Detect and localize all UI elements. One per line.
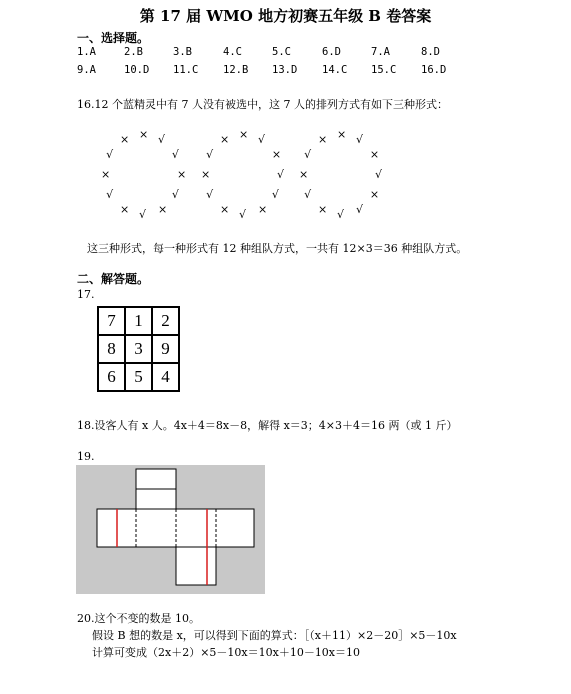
- cross-mark-icon: ×: [220, 133, 230, 147]
- check-mark-icon: √: [337, 208, 345, 221]
- check-mark-icon: √: [171, 148, 179, 161]
- grid-cell: 9: [152, 335, 179, 363]
- check-mark-icon: √: [239, 208, 247, 221]
- q16-conclusion: 这三种形式，每一种形式有 12 种组队方式，一共有 12×3＝36 种组队方式。: [87, 242, 468, 255]
- choice-answer: 16.D: [421, 64, 447, 76]
- cross-mark-icon: ×: [318, 202, 328, 216]
- check-mark-icon: √: [139, 208, 147, 221]
- grid-cell: 6: [98, 363, 125, 391]
- check-mark-icon: √: [106, 148, 114, 161]
- choice-answer: 8.D: [421, 46, 440, 58]
- cross-mark-icon: ×: [271, 148, 282, 161]
- page-title: 第 17 届 WMO 地方初赛五年级 B 卷答案: [139, 7, 432, 25]
- check-mark-icon: √: [304, 148, 312, 161]
- cross-mark-icon: ×: [337, 128, 347, 141]
- check-mark-icon: √: [277, 168, 285, 181]
- choice-answer: 14.C: [322, 64, 348, 76]
- cross-mark-icon: ×: [120, 133, 130, 147]
- magic-square-grid: [97, 306, 180, 392]
- q19-label: 19.: [77, 450, 95, 463]
- choice-answer: 3.B: [173, 46, 192, 58]
- cross-mark-icon: ×: [369, 148, 380, 161]
- cross-mark-icon: ×: [220, 202, 230, 216]
- grid-cell: 8: [98, 335, 125, 363]
- net-bottom-face: [176, 547, 216, 585]
- choice-answer: 6.D: [322, 46, 341, 58]
- check-mark-icon: √: [158, 133, 166, 147]
- grid-cell: 1: [125, 307, 152, 335]
- choice-answer: 12.B: [223, 64, 249, 76]
- cross-mark-icon: ×: [158, 202, 168, 216]
- choice-answer: 10.D: [124, 64, 150, 76]
- cross-mark-icon: ×: [258, 202, 268, 216]
- q20-line1: 20.这个不变的数是 10。: [77, 612, 200, 625]
- check-mark-icon: √: [206, 148, 214, 161]
- grid-cell: 3: [125, 335, 152, 363]
- box-net-figure: [76, 465, 265, 594]
- check-mark-icon: √: [206, 188, 214, 201]
- cross-mark-icon: ×: [201, 168, 211, 181]
- cross-mark-icon: ×: [120, 202, 130, 216]
- cross-mark-icon: ×: [139, 128, 149, 141]
- cross-mark-icon: ×: [299, 168, 309, 181]
- grid-cell: 2: [152, 307, 179, 335]
- net-top-flap: [136, 469, 176, 489]
- q20-line3: 计算可变成（2x＋2）×5－10x＝10x＋10－10x＝10: [92, 646, 361, 659]
- check-mark-icon: √: [356, 202, 364, 216]
- cross-mark-icon: ×: [239, 128, 249, 141]
- q17-label: 17.: [77, 288, 95, 301]
- q20-line2: 假设 B 想的数是 x，可以得到下面的算式：［（x＋11）×2－20］×5－10x: [92, 629, 457, 642]
- check-mark-icon: √: [356, 133, 364, 147]
- choice-answer: 2.B: [124, 46, 143, 58]
- cross-mark-icon: ×: [318, 133, 328, 147]
- net-top-face: [136, 489, 176, 509]
- check-mark-icon: √: [304, 188, 312, 201]
- section-solve-heading: 二、解答题。: [77, 272, 150, 286]
- check-mark-icon: √: [271, 188, 279, 201]
- grid-cell: 5: [125, 363, 152, 391]
- grid-cell: 4: [152, 363, 179, 391]
- choice-answer: 4.C: [223, 46, 242, 58]
- check-mark-icon: √: [375, 168, 383, 181]
- cross-mark-icon: ×: [101, 168, 111, 181]
- check-mark-icon: √: [258, 133, 266, 147]
- choice-answer: 9.A: [77, 64, 96, 76]
- choice-answer: 11.C: [173, 64, 199, 76]
- check-mark-icon: √: [106, 188, 114, 201]
- q16-text: 16.12 个蓝精灵中有 7 人没有被选中，这 7 人的排列方式有如下三种形式：: [77, 98, 448, 111]
- q18-text: 18.设客人有 x 人。4x＋4＝8x－8，解得 x＝3；4×3＋4＝16 两（或 1 斤）: [77, 419, 458, 432]
- choice-answer: 7.A: [371, 46, 390, 58]
- cross-mark-icon: ×: [177, 168, 187, 181]
- check-mark-icon: √: [171, 188, 179, 201]
- choice-answer: 5.C: [272, 46, 291, 58]
- choice-answer: 13.D: [272, 64, 298, 76]
- cross-mark-icon: ×: [369, 188, 380, 201]
- choice-answer: 1.A: [77, 46, 96, 58]
- section-choice-heading: 一、选择题。: [77, 31, 150, 45]
- grid-cell: 7: [98, 307, 125, 335]
- choice-answer: 15.C: [371, 64, 397, 76]
